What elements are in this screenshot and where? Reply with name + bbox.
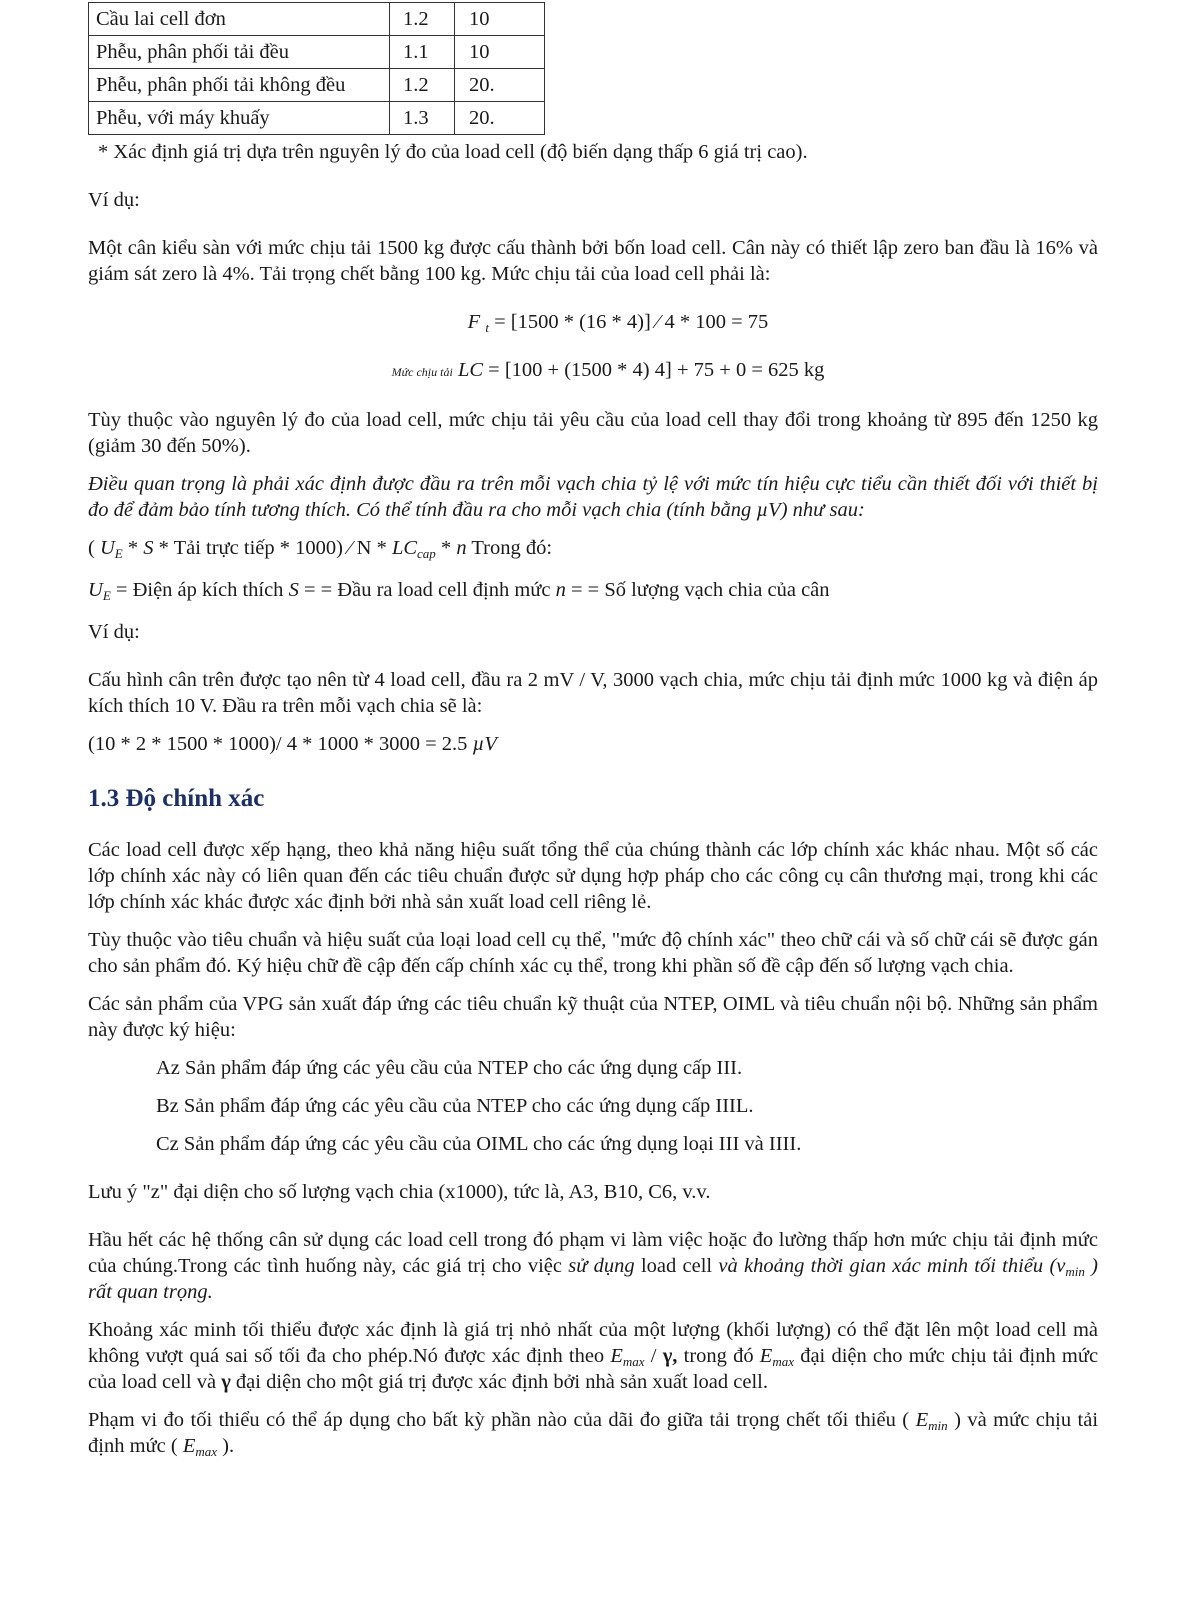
list-item: Cz Sản phẩm đáp ứng các yêu cầu của OIML cho các ứng dụng loại III và IIII. — [156, 1133, 802, 1155]
paragraph: Tùy thuộc vào tiêu chuẩn và hiệu suất của loại load cell cụ thể, "mức độ chính xác" theo chữ cái và số chữ cái sẽ được gán cho sản phẩm đó. Ký hiệu chữ đề cập đến cấp chính xác cụ thể, trong khi phần số đề cập đến số lượng vạch chia. — [88, 929, 1098, 977]
paragraph: Hầu hết các hệ thống cân sử dụng các load cell trong đó phạm vi làm việc hoặc đo lường thấp hơn mức chịu tải định mức của chúng.Trong các tình huống này, các giá trị cho việc sử dụng load cell và khoảng thời gian xác minh tối thiểu ($v_{min}$ ) rất quan trọng. — [88, 1229, 1098, 1303]
table-cell: 1.2 — [390, 3, 455, 36]
table-footnote: * Xác định giá trị dựa trên nguyên lý đo của load cell (độ biến dạng thấp 6 giá trị cao). — [98, 141, 808, 163]
example-text: Cấu hình cân trên được tạo nên từ 4 load cell, đầu ra 2 mV / V, 3000 vạch chia, mức chịu tải định mức 1000 kg và điện áp kích thích 10 V. Đầu ra trên mỗi vạch chia sẽ là: — [88, 669, 1098, 717]
paragraph: Tùy thuộc vào nguyên lý đo của load cell, mức chịu tải yêu cầu của load cell thay đổi trong khoảng từ 895 đến 1250 kg (giảm 30 đến 50%). — [88, 409, 1098, 457]
table-cell: Phễu, với máy khuấy — [89, 102, 390, 135]
paragraph: Các load cell được xếp hạng, theo khả năng hiệu suất tổng thể của chúng thành các lớp chính xác khác nhau. Một số các lớp chính xác này có liên quan đến các tiêu chuẩn được sử dụng hợp pháp cho các công cụ cân thương mại, trong khi các lớp chính xác khác được xác định bởi nhà sản xuất load cell riêng lẻ. — [88, 839, 1098, 913]
paragraph: Phạm vi đo tối thiểu có thể áp dụng cho bất kỳ phần nào của dãi đo giữa tải trọng chết tối thiểu ( $E_{min}$ ) và mức chịu tải định mức ( $E_{max}$ ). — [88, 1409, 1099, 1459]
table-row — [89, 36, 545, 69]
calculation-line: (10 * 2 * 1500 * 1000)/ 4 * 1000 * 3000 = 2.5 µV — [88, 733, 497, 755]
table-cell: 1.1 — [390, 36, 455, 69]
formula-line: ( $U_E$ * S * Tải trực tiếp * 1000) ⁄ N * $LC_{cap}$ * n Trong đó: — [88, 537, 553, 561]
table-cell: 20. — [455, 102, 545, 135]
example-text: Một cân kiểu sàn với mức chịu tải 1500 kg được cấu thành bởi bốn load cell. Cân này có thiết lập zero ban đầu là 16% và giám sát zero là 4%. Tải trọng chết bằng 100 kg. Mức chịu tải của load cell phải là: — [88, 237, 1098, 285]
eq-expression: = [100 + (1500 * 4) 4] + 75 + 0 = 625 kg — [488, 359, 825, 381]
table-cell: Phễu, phân phối tải không đều — [89, 69, 390, 102]
example-label: Ví dụ: — [88, 621, 140, 643]
equation-ft — [88, 309, 1098, 335]
table-cell: Phễu, phân phối tải đều — [89, 36, 390, 69]
load-factor-table — [88, 2, 545, 135]
table-row — [89, 69, 545, 102]
table-cell: 10 — [455, 3, 545, 36]
formula-legend: $U_E$ = Điện áp kích thích S = = Đầu ra load cell định mức n = = Số lượng vạch chia của cân — [88, 579, 830, 603]
table-cell: 1.2 — [390, 69, 455, 102]
document-page — [88, 0, 1098, 1459]
eq-symbol: F — [467, 311, 481, 333]
list-item: Bz Sản phẩm đáp ứng các yêu cầu của NTEP cho các ứng dụng cấp IIIL. — [156, 1095, 754, 1117]
equation-lc — [88, 357, 1098, 385]
table-cell: 10 — [455, 36, 545, 69]
eq-symbol: LC — [457, 359, 484, 381]
section-heading: 1.3 Độ chính xác — [88, 785, 265, 812]
paragraph: Khoảng xác minh tối thiểu được xác định là giá trị nhỏ nhất của một lượng (khối lượng) có thể đặt lên một load cell mà không vượt quá sai số tối đa cho phép.Nó được xác định theo $E_{max}$ / γ, trong đó $E_{max}$ đại diện cho mức chịu tải định mức của load cell và γ đại diện cho một giá trị được xác định bởi nhà sản xuất load cell. — [88, 1319, 1099, 1393]
eq-subscript: t — [485, 320, 489, 335]
table-row — [89, 102, 545, 135]
paragraph: Lưu ý "z" đại diện cho số lượng vạch chia (x1000), tức là, A3, B10, C6, v.v. — [88, 1181, 711, 1203]
table-row — [89, 3, 545, 36]
paragraph: Các sản phẩm của VPG sản xuất đáp ứng các tiêu chuẩn kỹ thuật của NTEP, OIML và tiêu chuẩn nội bộ. Những sản phẩm này được ký hiệu: — [88, 993, 1098, 1041]
list-item: Az Sản phẩm đáp ứng các yêu cầu của NTEP cho các ứng dụng cấp III. — [156, 1057, 743, 1079]
eq-prefix: Mức chịu tải — [391, 365, 453, 379]
eq-expression: = [1500 * (16 * 4)] ⁄ 4 * 100 = 75 — [494, 311, 769, 333]
table-cell: 20. — [455, 69, 545, 102]
paragraph-italic: Điều quan trọng là phải xác định được đầu ra trên mỗi vạch chia tỷ lệ với mức tín hiệu cực tiểu cần thiết đối với thiết bị đo để đảm bảo tính tương thích. Có thể tính đầu ra cho mỗi vạch chia (tính bằng µV) như sau: — [88, 473, 1098, 521]
table-cell: Cầu lai cell đơn — [89, 3, 390, 36]
example-label: Ví dụ: — [88, 189, 140, 211]
table-cell: 1.3 — [390, 102, 455, 135]
